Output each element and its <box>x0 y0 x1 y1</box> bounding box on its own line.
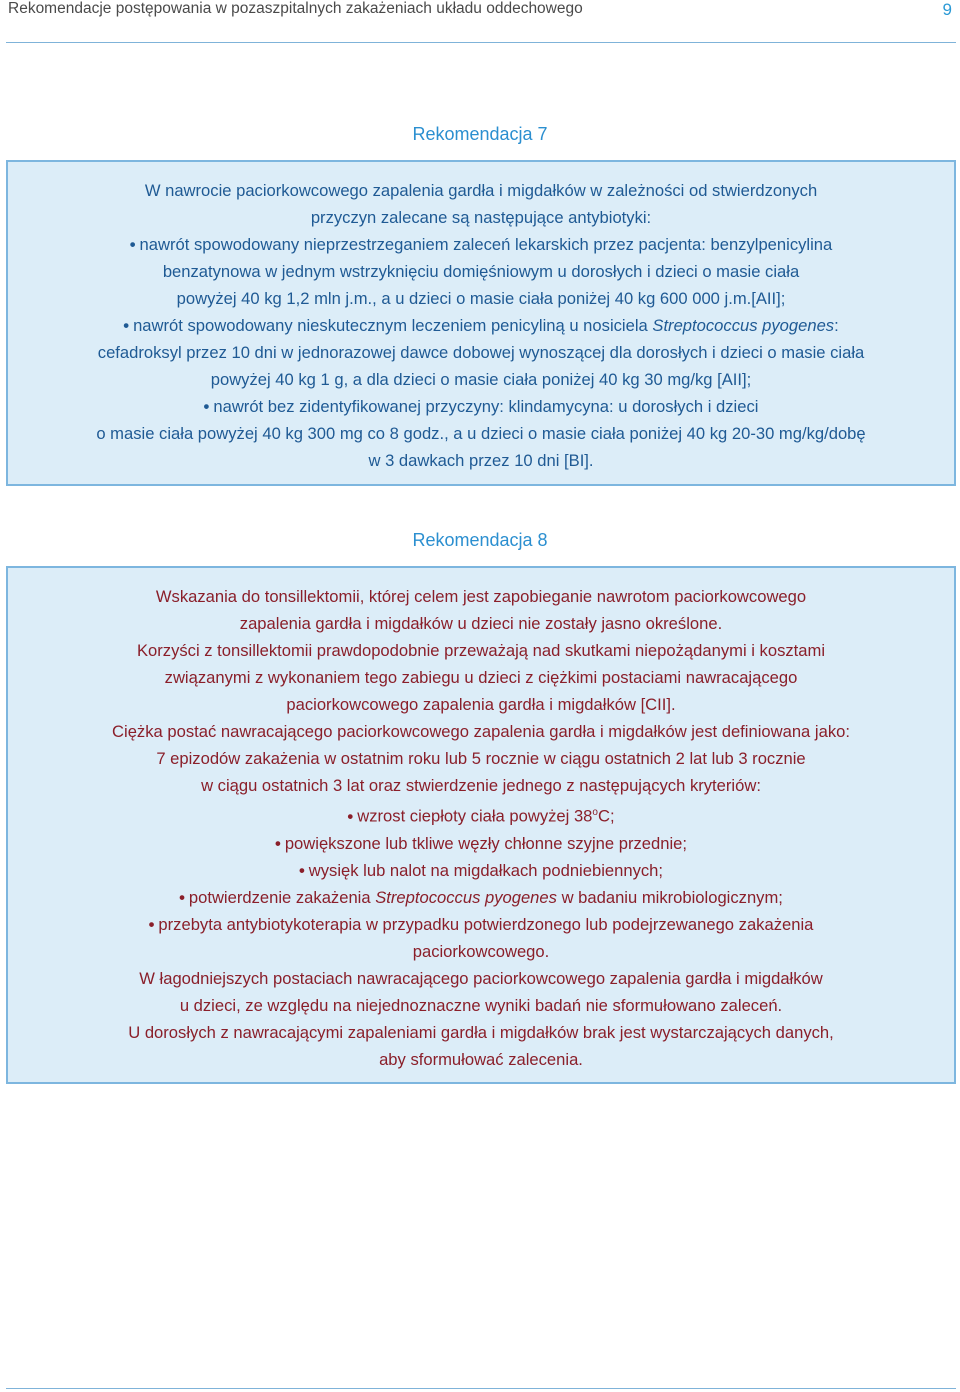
rec7-line: w 3 dawkach przez 10 dni [BI]. <box>368 451 594 470</box>
rec8-line: paciorkowcowego. <box>412 941 550 961</box>
rec8-line: 7 epizodów zakażenia w ostatnim roku lub 5 rocznie w ciągu ostatnich 2 lat lub 3 rocznie <box>156 749 806 768</box>
rec8-line: Wskazania do tonsillektomii, której celem jest zapobieganie nawrotom paciorkowcowego <box>155 587 807 606</box>
bullet-icon: • <box>179 887 185 907</box>
rec7-title: Rekomendacja 7 <box>412 124 548 144</box>
page-number: 9 <box>942 0 952 19</box>
rec7-line: o masie ciała powyżej 40 kg 300 mg co 8 godz., a u dzieci o masie ciała poniżej 40 kg 20-30 mg/kg/dobę <box>96 424 866 443</box>
rec7-line: powyżej 40 kg 1 g, a dla dzieci o masie ciała poniżej 40 kg 30 mg/kg [AII]; <box>210 370 752 389</box>
rec7-line: benzatynowa w jednym wstrzyknięciu domięśniowym u dorosłych i dzieci o masie ciała <box>162 262 800 281</box>
rec8-line: związanymi z wykonaniem tego zabiegu u dzieci z ciężkimi postaciami nawracającego <box>164 668 798 687</box>
rec7-line: przyczyn zalecane są następujące antybiotyki: <box>310 208 652 227</box>
bullet-icon: • <box>203 397 210 416</box>
rec7-line: cefadroksyl przez 10 dni w jednorazowej dawce dobowej wynoszącej dla dorosłych i dzieci o masie ciała <box>97 343 865 362</box>
rec8-bullet-item: • wzrost ciepłoty ciała powyżej 38$^o$C; <box>347 806 615 826</box>
rec8-title: Rekomendacja 8 <box>412 530 548 550</box>
rec8-line: zapalenia gardła i migdałków u dzieci nie zostały jasno określone. <box>239 614 723 633</box>
rec8-bullet-item: • potwierdzenie zakażenia Streptococcus pyogenes w badaniu mikrobiologicznym; <box>179 887 783 907</box>
footer-divider <box>6 1388 956 1389</box>
page-header <box>0 0 960 44</box>
rec8-bullet-item: • przebyta antybiotykoterapia w przypadku potwierdzonego lub podejrzewanego zakażenia <box>148 914 814 934</box>
rec8-line: paciorkowcowego zapalenia gardła i migdałków [CII]. <box>286 695 676 714</box>
bullet-icon: • <box>347 806 354 826</box>
bullet-icon: • <box>275 833 281 853</box>
header-divider <box>6 42 956 43</box>
rec8-box <box>6 566 956 1084</box>
rec7-bullet-item: • nawrót spowodowany nieprzestrzeganiem zaleceń lekarskich przez pacjenta: benzylpenicylina <box>129 235 833 254</box>
rec7-bullet-item: • nawrót bez zidentyfikowanej przyczyny: klindamycyna: u dorosłych i dzieci <box>203 397 759 416</box>
rec7-line: powyżej 40 kg 1,2 mln j.m., a u dzieci o masie ciała poniżej 40 kg 600 000 j.m.[AII]; <box>176 289 786 308</box>
bullet-icon: • <box>298 860 305 880</box>
rec7-line: W nawrocie paciorkowcowego zapalenia gardła i migdałków w zależności od stwierdzonych <box>144 181 818 200</box>
rec7-box <box>6 160 956 486</box>
rec8-line: W łagodniejszych postaciach nawracającego paciorkowcowego zapalenia gardła i migdałków <box>139 968 823 988</box>
rec7-bullet-item: • nawrót spowodowany nieskutecznym leczeniem penicyliną u nosiciela Streptococcus pyogenes: <box>123 316 839 335</box>
bullet-icon: • <box>129 235 136 254</box>
rec8-line: u dzieci, ze względu na niejednoznaczne wyniki badań nie sformułowano zaleceń. <box>179 995 783 1015</box>
bullet-icon: • <box>148 914 155 934</box>
bullet-icon: • <box>123 316 130 335</box>
rec8-line: U dorosłych z nawracającymi zapaleniami gardła i migdałków brak jest wystarczających danych, <box>128 1022 834 1042</box>
rec8-line: w ciągu ostatnich 3 lat oraz stwierdzenie jednego z następujących kryteriów: <box>201 776 761 795</box>
rec8-bullet-item: • wysięk lub nalot na migdałkach podniebiennych; <box>298 860 664 880</box>
rec8-line: Ciężka postać nawracającego paciorkowcowego zapalenia gardła i migdałków jest definiowana jako: <box>112 722 850 741</box>
rec8-bullet-item: • powiększone lub tkliwe węzły chłonne szyjne przednie; <box>275 833 687 853</box>
rec8-line: aby sformułować zalecenia. <box>379 1049 583 1069</box>
rec8-line: Korzyści z tonsillektomii prawdopodobnie przeważają nad skutkami niepożądanymi i kosztami <box>136 641 826 660</box>
running-title: Rekomendacje postępowania w pozaszpitalnych zakażeniach układu oddechowego <box>8 0 583 17</box>
